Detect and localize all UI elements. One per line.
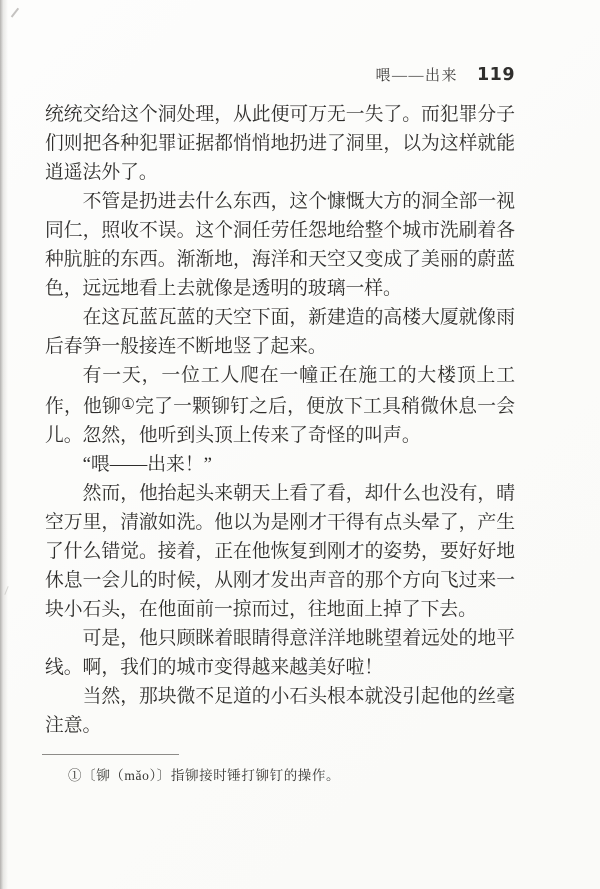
body-paragraph [45,100,515,187]
paragraph-text: 不管是扔进去什么东西，这个慷慨大方的洞全部一视同仁，照收不误。这个洞任劳任怨地给整个城市洗刷着各种肮脏的东西。渐渐地，海洋和天空又变成了美丽的蔚蓝色，远远地看上去就像是透明的玻璃一样。 [45,191,515,299]
paragraph-text: 可是，他只顾眯着眼睛得意洋洋地眺望着远处的地平线。啊，我们的城市变得越来越美好啦！ [45,627,515,678]
footnote [68,766,340,786]
running-header [375,64,515,85]
paragraph-text: 完了一颗铆钉之后，便放下工具稍微休息一会儿。忽然，他听到头顶上传来了奇怪的叫声。 [45,395,516,446]
body-paragraph [45,361,515,450]
body-paragraph [45,624,515,682]
body-paragraph [45,450,515,479]
paragraph-text: 当然，那块微不足道的小石头根本就没引起他的丝毫注意。 [45,685,515,736]
paragraph-text: 在这瓦蓝瓦蓝的天空下面，新建造的高楼大厦就像雨后春笋一般接连不断地竖了起来。 [45,307,515,357]
paragraph-text: 有一天，一位工人爬在一幢正在施工的大楼顶上工作，他铆 [45,365,515,417]
body-paragraph [45,682,515,740]
footnote-separator [42,754,179,755]
paragraph-text: “喂——出来！” [82,453,212,475]
page-binding-shadow [0,0,8,889]
body-paragraph [45,479,515,624]
body-paragraph [45,187,515,303]
paragraph-text: 然而，他抬起头来朝天上看了看，却什么也没有，晴空万里，清澈如洗。他以为是刚才干得有点头晕了，产生了什么错觉。接着，正在他恢复到刚才的姿势，要好好地休息一会儿的时候，从刚才发出声音的那个方向飞过来一块小石头，在他面前一掠而过，往地面上掉了下去。 [45,482,515,620]
body-text [45,100,515,740]
footnote-ref-marker: ① [121,396,136,413]
page-number: 119 [476,65,515,85]
paragraph-text: 统统交给这个洞处理，从此便可万无一失了。而犯罪分子们则把各种犯罪证据都悄悄地扔进了洞里，以为这样就能逍遥法外了。 [45,104,515,183]
scan-artifact [4,586,8,595]
body-paragraph [45,303,515,361]
footnote-text: ①〔铆（mǎo）〕指铆接时锤打铆钉的操作。 [68,768,341,783]
running-title: 喂——出来 [375,68,458,84]
scan-artifact [11,8,19,18]
